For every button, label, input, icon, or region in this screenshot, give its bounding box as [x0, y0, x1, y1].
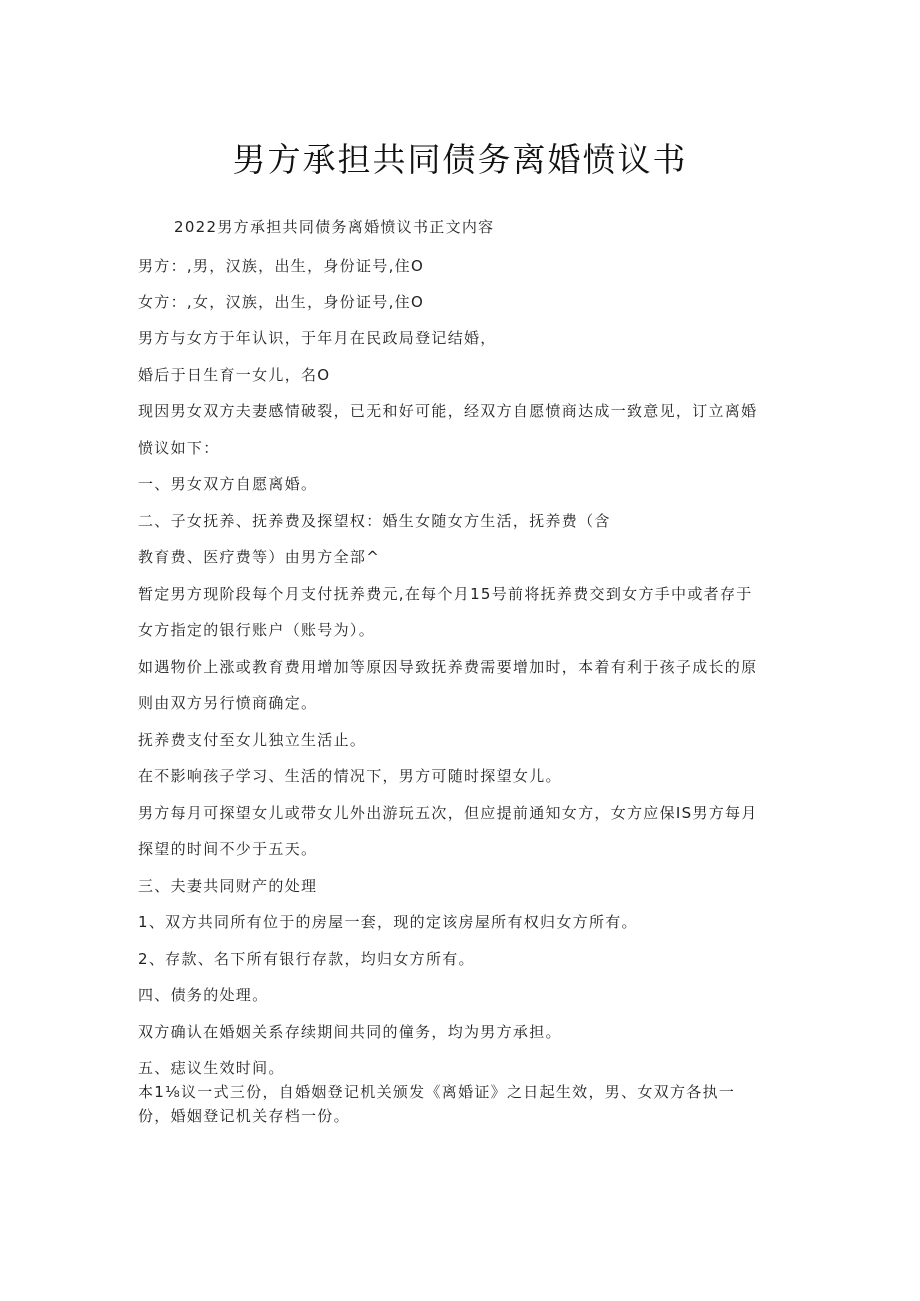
male-party-line: 男方：,男，汉族，出生，身份证号,住O: [138, 257, 425, 275]
paragraph-line: 份，婚姻登记机关存档一份。: [138, 1107, 350, 1125]
paragraph-line: 如遇物价上涨或教育费用增加等原因导致抚养费需要增加时，本着有利于孩子成长的原: [138, 658, 758, 676]
section-heading-5: 五、痣议生效时间。: [138, 1059, 285, 1077]
paragraph-line: 男方每月可探望女儿或带女儿外出游玩五次，但应提前通知女方，女方应保IS男方每月: [138, 804, 758, 822]
paragraph-line: 则由双方另行愤商确定。: [138, 694, 318, 712]
paragraph-line: 教育费、医疗费等）由男方全部^: [138, 548, 381, 566]
paragraph-line: 婚后于日生育一女儿，名O: [138, 366, 331, 384]
paragraph-line: 暂定男方现阶段每个月支付抚养费元,在每个月15号前将抚养费交到女方手中或者存于: [138, 585, 753, 603]
paragraph-line: 探望的时间不少于五天。: [138, 840, 318, 858]
list-item: 2、存款、名下所有银行存款，均归女方所有。: [138, 950, 475, 968]
section-heading-1: 一、男女双方自愿离婚。: [138, 475, 318, 493]
paragraph-line: 本1⅛议一式三份，自婚姻登记机关颁发《离婚证》之日起生效，男、女双方各执一: [138, 1083, 736, 1101]
section-heading-3: 三、夫妻共同财产的处理: [138, 877, 318, 895]
list-item: 1、双方共同所有位于的房屋一套，现的定该房屋所有权归女方所有。: [138, 913, 638, 931]
paragraph-line: 双方确认在婚姻关系存续期间共同的僮务，均为男方承担。: [138, 1023, 562, 1041]
female-party-line: 女方：,女，汉族，出生，身份证号,住O: [138, 293, 425, 311]
paragraph-line: 男方与女方于年认识，于年月在民政局登记结婚，: [138, 329, 497, 347]
section-heading-4: 四、债务的处理。: [138, 986, 269, 1004]
paragraph-line: 抚养费支付至女儿独立生活止。: [138, 731, 367, 749]
section-heading-2: 二、子女抚养、抚养费及探望权：婚生女随女方生活，抚养费（含: [138, 512, 611, 530]
intro-line: 2022男方承担共同债务离婚愤议书正文内容: [174, 218, 495, 236]
paragraph-line: 女方指定的银行账户（账号为）。: [138, 621, 376, 639]
document-title: 男方承担共同债务离婚愤议书: [232, 140, 688, 179]
paragraph-line: 现因男女双方夫妻感情破裂，已无和好可能，经双方自愿愤商达成一致意见，订立离婚: [138, 402, 758, 420]
paragraph-line: 在不影响孩子学习、生活的情况下，男方可随时探望女儿。: [138, 767, 562, 785]
paragraph-line: 愤议如下：: [138, 439, 220, 457]
